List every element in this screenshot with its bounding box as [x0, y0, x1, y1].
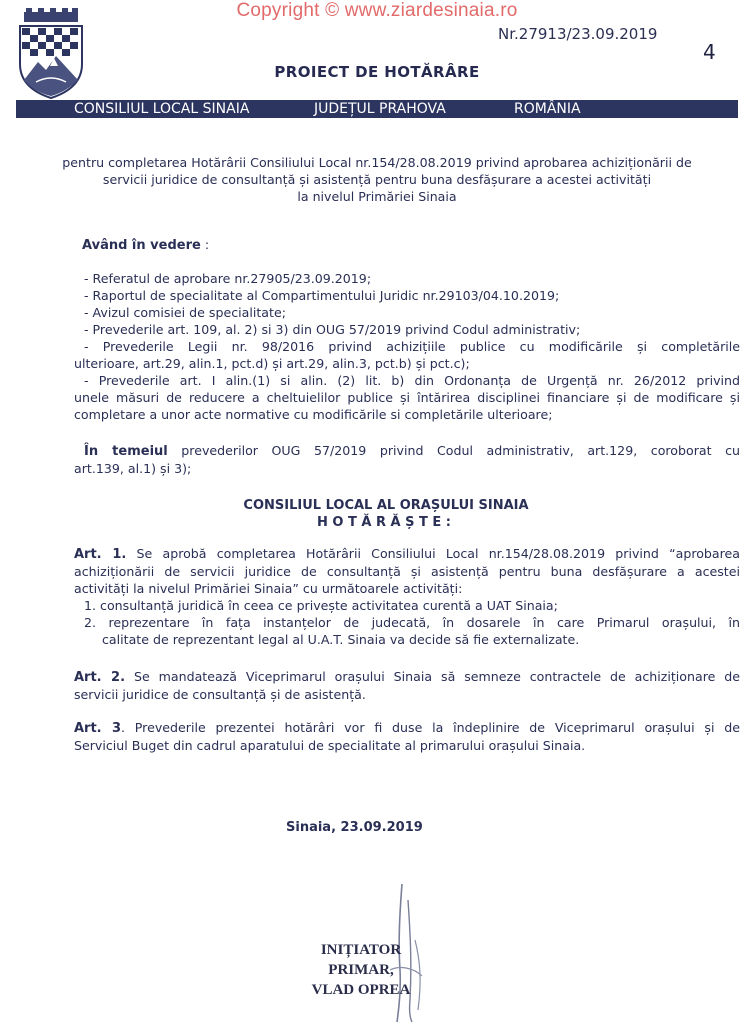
- article-1-subitem: 2. reprezentare în fața instanțelor de judecată, în dosarele în care Primarul orașului, în: [84, 615, 740, 630]
- mayor-label: PRIMAR,: [328, 962, 394, 978]
- article-2-line: servicii juridice de consultanță și de asistență.: [74, 687, 366, 702]
- article-3-text: . Prevederile prezentei hotărâri vor fi duse la îndeplinire de Viceprimarul orașului și de: [121, 720, 740, 735]
- header-country: ROMÂNIA: [514, 101, 581, 117]
- list-item: - Raportul de specialitate al Compartimentului Juridic nr.29103/04.10.2019;: [84, 288, 560, 303]
- document-title: PROIECT DE HOTĂRÂRE: [274, 63, 480, 81]
- legal-basis-text: prevederilor OUG 57/2019 privind Codul administrativ, art.129, coroborat cu: [167, 443, 741, 458]
- list-item: - Referatul de aprobare nr.27905/23.09.2019;: [84, 271, 372, 286]
- considering-label: Având în vedere: [82, 238, 201, 253]
- article-1-subitem: 1. consultanță juridică în ceea ce privește activitatea curentă a UAT Sinaia;: [84, 598, 558, 613]
- list-item-continuation: ulterioare, art.29, alin.1, pct.d) și art.29, alin.3, pct.b) și pct.c);: [74, 356, 470, 371]
- list-item: - Prevederile art. 109, al. 2) si 3) din OUG 57/2019 privind Codul administrativ;: [84, 322, 581, 337]
- legal-basis: [74, 442, 740, 477]
- mayor-name: VLAD OPREA: [311, 982, 411, 998]
- article-2: [74, 668, 740, 703]
- considering-colon: :: [200, 237, 210, 252]
- article-2-text: Se mandatează Viceprimarul orașului Sinaia să semneze contractele de achiziționare de: [125, 669, 740, 684]
- date-place: Sinaia, 23.09.2019: [286, 820, 423, 835]
- article-1-text: Se aprobă completarea Hotărârii Consiliului Local nr.154/28.08.2019 privind “aprobarea: [126, 546, 740, 561]
- article-1-line: [74, 545, 740, 563]
- article-1-line: achiziționării de servicii juridice de consultanță și asistență pentru buna desfășurare a acestei: [74, 564, 740, 579]
- article-1: [74, 545, 740, 648]
- registration-number: Nr.27913/23.09.2019: [498, 25, 658, 43]
- list-item-continuation: completare a unor acte normative cu modificările si completările ulterioare;: [74, 407, 553, 422]
- subject-line: la nivelul Primăriei Sinaia: [297, 189, 457, 204]
- article-3-line: [74, 719, 740, 737]
- subject-line: servicii juridice de consultanță și asistență pentru buna desfășurare a acestei activități: [102, 172, 652, 187]
- article-1-subitem-continuation: calitate de reprezentant legal al U.A.T. Sinaia va decide să fie externalizate.: [102, 632, 580, 647]
- page-number: 4: [703, 40, 716, 64]
- signature-block: [296, 940, 426, 1000]
- sinaia-coat-of-arms-icon: [16, 8, 86, 100]
- legal-basis-line: [74, 442, 740, 460]
- header-county: JUDEȚUL PRAHOVA: [314, 101, 446, 117]
- subject-line: pentru completarea Hotărârii Consiliului Local nr.154/28.08.2019 privind aprobarea achiziționării de: [62, 155, 692, 170]
- initiator-label: INIȚIATOR: [320, 942, 402, 958]
- subject-paragraph: [0, 154, 754, 205]
- decides-heading: H O T Ă R Ă Ș T E :: [317, 515, 451, 530]
- article-1-label: Art. 1.: [74, 547, 127, 562]
- article-2-line: [74, 668, 740, 686]
- considering-list: [74, 270, 740, 423]
- article-3-label: Art. 3: [74, 721, 121, 736]
- article-3-line: Serviciul Buget din cadrul aparatului de specialitate al primarului orașului Sinaia.: [74, 738, 586, 753]
- article-1-line: activități la nivelul Primăriei Sinaia” cu următoarele activități:: [74, 581, 463, 596]
- legal-basis-label: În temeiul: [84, 444, 168, 459]
- council-heading: CONSILIUL LOCAL AL ORAȘULUI SINAIA: [243, 498, 529, 513]
- legal-basis-continuation: art.139, al.1) și 3);: [74, 461, 192, 476]
- header-bar: [16, 100, 738, 118]
- article-3: [74, 719, 740, 754]
- list-item: - Avizul comisiei de specialitate;: [84, 305, 286, 320]
- list-item: - Prevederile art. I alin.(1) si alin. (2) lit. b) din Ordonanța de Urgență nr. 26/2012 privind: [84, 373, 740, 388]
- article-2-label: Art. 2.: [74, 670, 126, 685]
- header-council: CONSILIUL LOCAL SINAIA: [74, 101, 250, 117]
- list-item-continuation: unele măsuri de reducere a cheltuielilor publice și întărirea disciplinei financiare și de modificare și: [74, 390, 740, 405]
- copyright-watermark: Copyright © www.ziardesinaia.ro: [236, 0, 518, 21]
- considering-heading: [82, 236, 748, 254]
- list-item: - Prevederile Legii nr. 98/2016 privind achizițiile publice cu modificările și completările: [84, 339, 740, 354]
